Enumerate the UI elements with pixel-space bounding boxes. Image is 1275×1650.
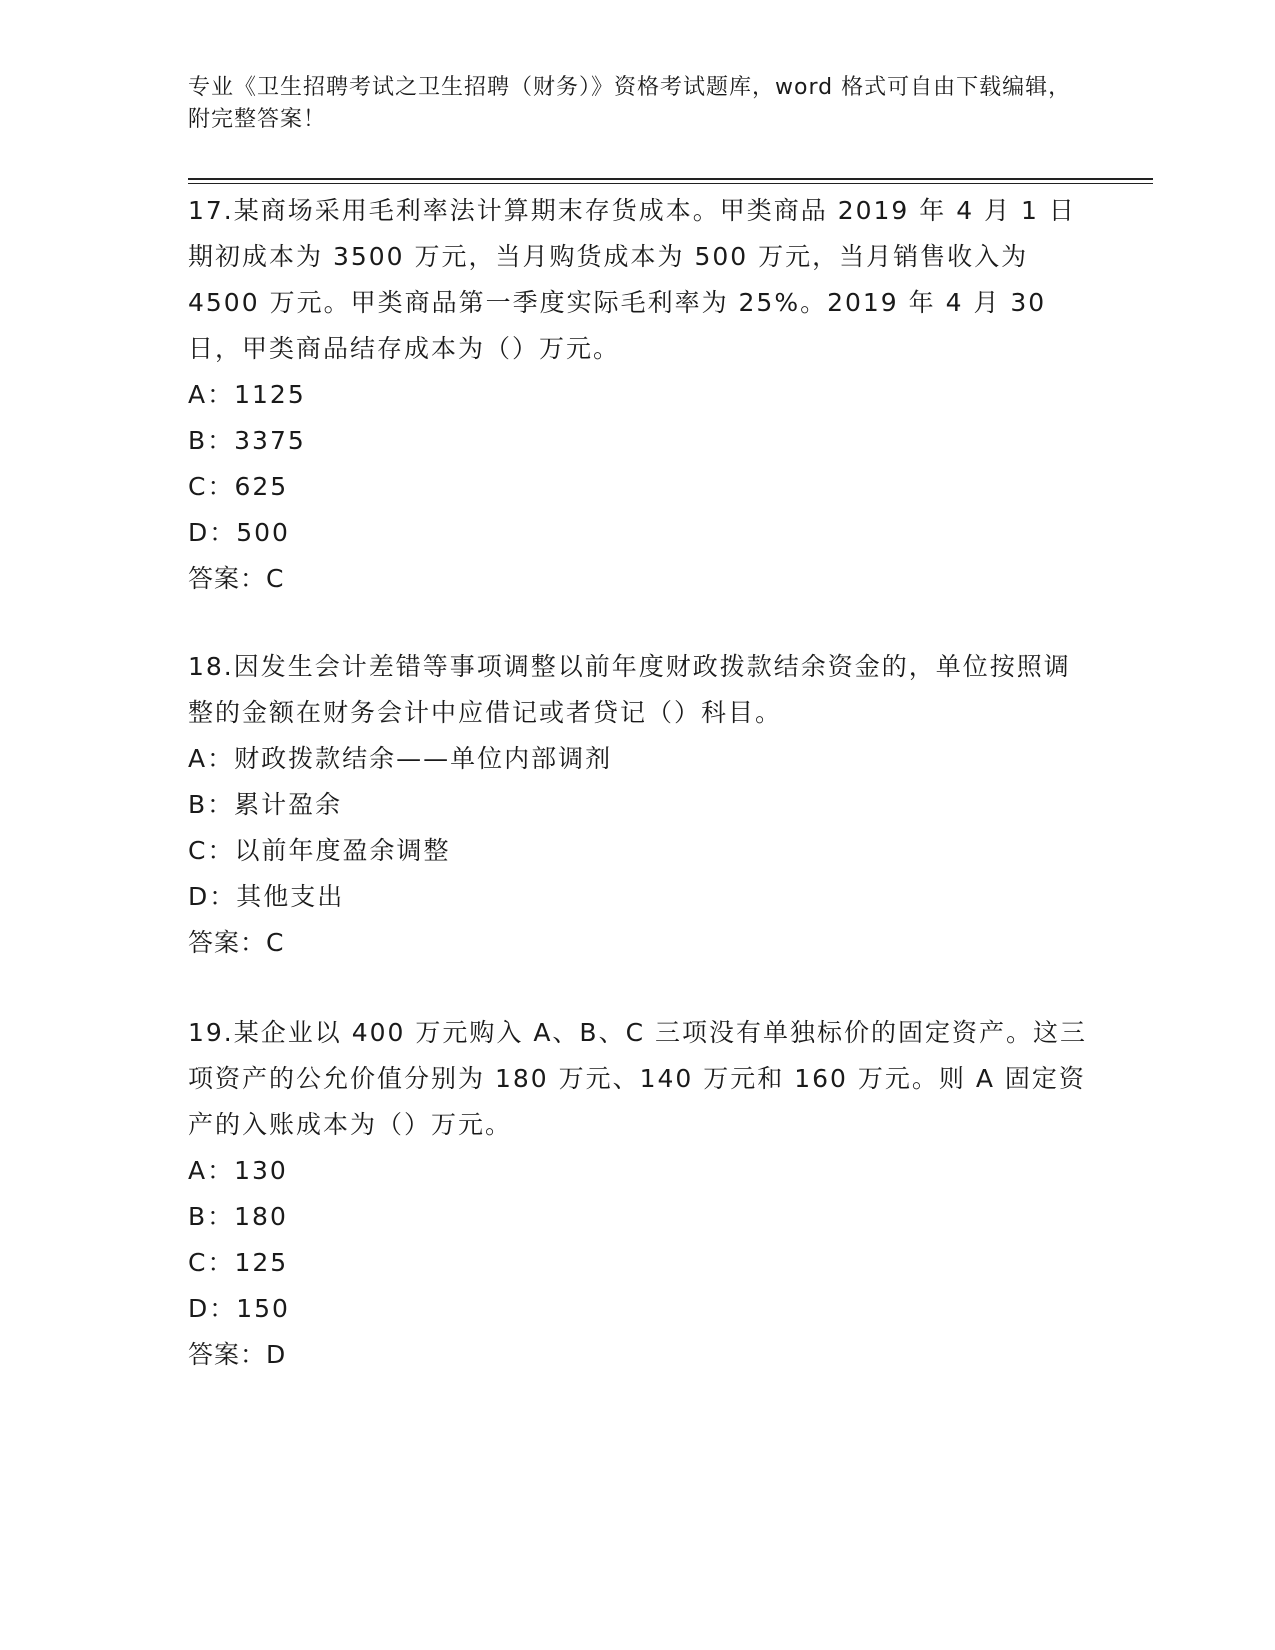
option-c: C：625 bbox=[188, 472, 289, 501]
header-divider-thick bbox=[188, 178, 1153, 180]
option-d: D：其他支出 bbox=[188, 882, 345, 911]
header-divider-thin bbox=[188, 183, 1153, 184]
document-intro: 专业《卫生招聘考试之卫生招聘（财务）》资格考试题库，word 格式可自由下载编辑，附完整答案！ bbox=[188, 75, 1072, 132]
answer-line: 答案：D bbox=[188, 1340, 287, 1369]
option-b: B：180 bbox=[188, 1202, 288, 1231]
question-stem: 18.因发生会计差错等事项调整以前年度财政拨款结余资金的，单位按照调整的金额在财务会计中应借记或者贷记（）科目。 bbox=[188, 652, 1071, 727]
question-19 bbox=[188, 1010, 1088, 1378]
question-stem: 19.某企业以 400 万元购入 A、B、C 三项没有单独标价的固定资产。这三项资产的公允价值分别为 180 万元、140 万元和 160 万元。则 A 固定资产的入账成本为（）万元。 bbox=[188, 1018, 1087, 1139]
option-a: A：财政拨款结余——单位内部调剂 bbox=[188, 744, 613, 773]
option-b: B：累计盈余 bbox=[188, 790, 343, 819]
question-stem: 17.某商场采用毛利率法计算期末存货成本。甲类商品 2019 年 4 月 1 日期初成本为 3500 万元，当月购货成本为 500 万元，当月销售收入为 4500 万元。甲类商品第一季度实际毛利率为 25%。2019 年 4 月 30 日，甲类商品结存成本为（）万元。 bbox=[188, 196, 1076, 363]
question-18 bbox=[188, 644, 1088, 966]
question-17 bbox=[188, 188, 1088, 602]
option-d: D：150 bbox=[188, 1294, 290, 1323]
option-d: D：500 bbox=[188, 518, 290, 547]
option-a: A：1125 bbox=[188, 380, 306, 409]
answer-line: 答案：C bbox=[188, 564, 285, 593]
answer-line: 答案：C bbox=[188, 928, 285, 957]
option-a: A：130 bbox=[188, 1156, 288, 1185]
option-b: B：3375 bbox=[188, 426, 306, 455]
option-c: C：125 bbox=[188, 1248, 289, 1277]
option-c: C：以前年度盈余调整 bbox=[188, 836, 451, 865]
